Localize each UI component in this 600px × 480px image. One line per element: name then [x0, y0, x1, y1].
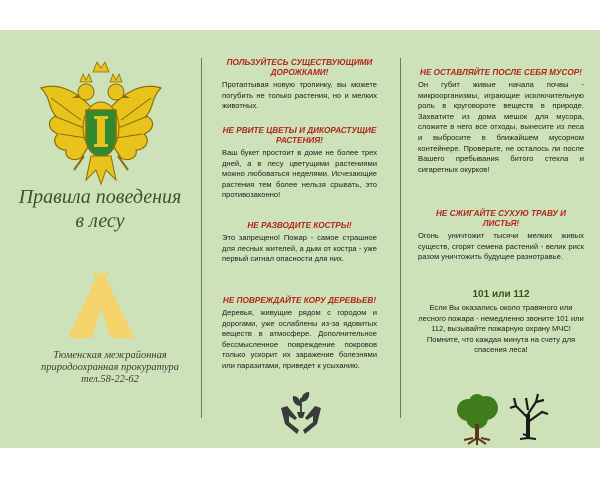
section-heading: ПОЛЬЗУЙТЕСЬ СУЩЕСТВУЮЩИМИ ДОРОЖКАМИ!: [226, 58, 373, 77]
section-text: Деревья, живущие рядом с городом и дорогами, уже ослаблены из-за ядовитых веществ в атмосфере. Дополнительное бессмысленное повреждение покровов только ускорит их заражение болезнями или паразитами, приведет к усыханию.: [222, 308, 377, 370]
section-text: Он губит живые начала почвы - микроорганизмы, играющие исключительную роль в круговороте веществ в природе. Захватите из дома мешок для мусора, сложите в него все отходы, вынесите из леса и выбросите в ближайшем мусорном контейнере. Проверьте, не осталось ли после Вашего пребывания битого стекла и сигаретных окурков!: [418, 80, 584, 174]
section-fires: [222, 221, 377, 265]
section-paths: [222, 58, 377, 112]
dead-tree-icon: [506, 392, 550, 440]
title-line-2: в лесу: [75, 210, 125, 232]
org-footer: [30, 350, 190, 386]
org-phone: тел.58-22-62: [81, 374, 139, 385]
section-grass: [418, 209, 584, 263]
tent-icon: [66, 272, 136, 340]
emergency-number: 101 или 112: [472, 289, 530, 300]
section-text: Протаптывая новую тропинку, вы можете погубить не только растения, но и мелких животных.: [222, 80, 377, 111]
column-divider: [201, 58, 202, 418]
column-divider: [400, 58, 401, 418]
section-flowers: [222, 126, 377, 201]
section-litter: [418, 68, 584, 175]
section-bark: [222, 296, 377, 372]
section-heading: НЕ СЖИГАЙТЕ СУХУЮ ТРАВУ И ЛИСТЬЯ!: [435, 209, 567, 228]
hands-plant-icon: [277, 390, 325, 436]
page-title: [0, 185, 200, 233]
section-text: Это запрещено! Пожар - самое страшное для лесных жителей, а дым от костра - уже первый сигнал опасности для них.: [222, 233, 377, 264]
org-line-2: природоохранная прокуратура: [40, 362, 180, 373]
section-text: Огонь уничтожит тысячи мелких живых существ, сгорят семена растений - велик риск разом уничтожить будущее разнотравье.: [418, 231, 584, 262]
org-line-1: Тюменская межрайонная: [53, 350, 167, 361]
emergency-text: Если Вы оказались около травяного или лесного пожара - немедленно звоните 101 или 112, вызывайте пожарную охрану МЧС!: [418, 303, 584, 334]
title-line-1: Правила поведения: [18, 186, 182, 208]
section-emergency: [418, 289, 584, 356]
section-heading: НЕ ОСТАВЛЯЙТЕ ПОСЛЕ СЕБЯ МУСОР!: [420, 68, 582, 77]
section-heading: НЕ ПОВРЕЖДАЙТЕ КОРУ ДЕРЕВЬЕВ!: [222, 296, 377, 305]
section-heading: НЕ РВИТЕ ЦВЕТЫ И ДИКОРАСТУЩИЕ РАСТЕНИЯ!: [222, 126, 377, 145]
healthy-tree-icon: [454, 394, 500, 446]
emergency-reminder: Помните, что каждая минута на счету для спасения леса!: [426, 334, 576, 355]
section-heading: НЕ РАЗВОДИТЕ КОСТРЫ!: [247, 221, 352, 230]
prosecutor-emblem-icon: [36, 58, 166, 198]
section-text: Ваш букет простоит в доме не более трех дней, а в лесу цветущими растениями можно любоваться неделями. Исчезающие растения тем более нельзя срывать, это противозаконно!: [222, 148, 377, 200]
